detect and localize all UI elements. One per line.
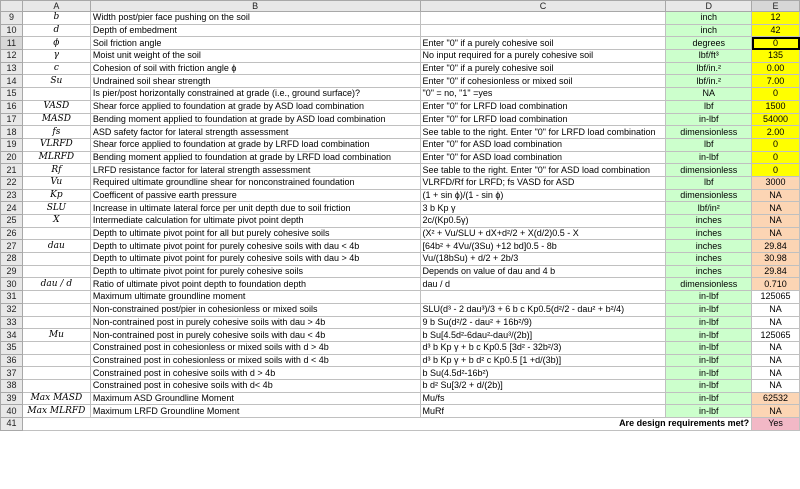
row-header[interactable]: 34: [1, 329, 23, 342]
cell-note[interactable]: Enter "0" if cohesionless or mixed soil: [420, 75, 666, 88]
grid-body: [1, 12, 800, 431]
cell-symbol[interactable]: d: [22, 24, 90, 37]
cell-description[interactable]: Depth to ultimate pivot point for purely cohesive soils with dau < 4b: [90, 240, 420, 253]
cell-description[interactable]: Depth to ultimate pivot point for all but purely cohesive soils: [90, 227, 420, 240]
cell-value[interactable]: 29.84: [752, 240, 800, 253]
cell-symbol[interactable]: fs: [22, 126, 90, 139]
cell-note[interactable]: Vu/(18bSu) + d/2 + 2b/3: [420, 253, 666, 266]
cell-note[interactable]: Enter "0" for ASD load combination: [420, 151, 666, 164]
table-row: [1, 202, 800, 215]
cell-unit[interactable]: in-lbf: [666, 151, 752, 164]
cell-note[interactable]: VLRFD/Rf for LRFD; fs VASD for ASD: [420, 176, 666, 189]
cell-unit[interactable]: in-lbf: [666, 291, 752, 304]
cell-description[interactable]: Is pier/post horizontally constrained at grade (i.e., ground surface)?: [90, 88, 420, 101]
table-row: [1, 329, 800, 342]
cell-unit[interactable]: lbf: [666, 176, 752, 189]
cell-description[interactable]: Cohesion of soil with friction angle ϕ: [90, 62, 420, 75]
cell-unit[interactable]: degrees: [666, 37, 752, 50]
cell-description[interactable]: Non-contrained post in purely cohesive soils with dau < 4b: [90, 329, 420, 342]
cell-unit[interactable]: in-lbf: [666, 113, 752, 126]
cell-description[interactable]: Shear force applied to foundation at grade by ASD load combination: [90, 100, 420, 113]
row-header[interactable]: 39: [1, 392, 23, 405]
cell-symbol[interactable]: [22, 253, 90, 266]
cell-description[interactable]: Maximum ultimate groundline moment: [90, 291, 420, 304]
cell-description[interactable]: Bending moment applied to foundation at grade by LRFD load combination: [90, 151, 420, 164]
table-row: [1, 379, 800, 392]
cell-value[interactable]: NA: [752, 227, 800, 240]
cell-description[interactable]: Non-contrained post in purely cohesive soils with dau > 4b: [90, 316, 420, 329]
row-header[interactable]: 32: [1, 303, 23, 316]
cell-value[interactable]: 0.710: [752, 278, 800, 291]
row-header[interactable]: 30: [1, 278, 23, 291]
column-header-row: [1, 1, 800, 12]
cell-unit[interactable]: lbf: [666, 100, 752, 113]
table-row: [1, 100, 800, 113]
cell-symbol[interactable]: [22, 316, 90, 329]
row-header[interactable]: 20: [1, 151, 23, 164]
table-row: [1, 176, 800, 189]
cell-value[interactable]: 0.00: [752, 62, 800, 75]
cell-value[interactable]: 0: [752, 37, 800, 50]
column-header-e[interactable]: E: [752, 1, 800, 12]
row-header[interactable]: 19: [1, 138, 23, 151]
cell-symbol[interactable]: VASD: [22, 100, 90, 113]
cell-value[interactable]: 12: [752, 12, 800, 25]
cell-note[interactable]: SLU(d³ - 2 dau³)/3 + 6 b c Kp0.5(d²/2 - dau² + b²/4): [420, 303, 666, 316]
cell-description[interactable]: Maximum LRFD Groundline Moment: [90, 405, 420, 418]
cell-symbol[interactable]: Mu: [22, 329, 90, 342]
cell-note[interactable]: Enter "0" for ASD load combination: [420, 138, 666, 151]
table-row: [1, 291, 800, 304]
cell-value[interactable]: NA: [752, 367, 800, 380]
cell-note[interactable]: (X² + Vu/SLU + dX+d²/2 + X(d/2)0.5 - X: [420, 227, 666, 240]
cell-symbol[interactable]: Max MLRFD: [22, 405, 90, 418]
cell-value[interactable]: 125065: [752, 291, 800, 304]
table-row: [1, 240, 800, 253]
row-header[interactable]: 38: [1, 379, 23, 392]
cell-unit[interactable]: lbf/in.²: [666, 75, 752, 88]
cell-note[interactable]: Enter "0" for LRFD load combination: [420, 113, 666, 126]
cell-symbol[interactable]: [22, 303, 90, 316]
cell-description[interactable]: Non-constrained post/pier in cohesionless or mixed soils: [90, 303, 420, 316]
cell-note[interactable]: [420, 24, 666, 37]
cell-description[interactable]: ASD safety factor for lateral strength assessment: [90, 126, 420, 139]
cell-note[interactable]: (1 + sin ϕ)/(1 - sin ϕ): [420, 189, 666, 202]
table-row: [1, 37, 800, 50]
cell-note[interactable]: See table to the right. Enter "0" for LRFD load combination: [420, 126, 666, 139]
design-check-result[interactable]: Yes: [752, 418, 800, 431]
table-row: [1, 215, 800, 228]
row-header[interactable]: 35: [1, 341, 23, 354]
cell-unit[interactable]: lbf: [666, 138, 752, 151]
cell-value[interactable]: 0: [752, 151, 800, 164]
cell-value[interactable]: 29.84: [752, 265, 800, 278]
cell-unit[interactable]: in-lbf: [666, 354, 752, 367]
cell-unit[interactable]: inch: [666, 12, 752, 25]
table-row: [1, 227, 800, 240]
row-header[interactable]: 29: [1, 265, 23, 278]
cell-note[interactable]: Mu/fs: [420, 392, 666, 405]
cell-value[interactable]: 135: [752, 50, 800, 63]
row-header[interactable]: 24: [1, 202, 23, 215]
cell-description[interactable]: Bending moment applied to foundation at grade by ASD load combination: [90, 113, 420, 126]
cell-note[interactable]: "0" = no, "1" =yes: [420, 88, 666, 101]
table-row: [1, 316, 800, 329]
table-row: [1, 12, 800, 25]
cell-description[interactable]: LRFD resistance factor for lateral strength assessment: [90, 164, 420, 177]
cell-unit[interactable]: in-lbf: [666, 392, 752, 405]
select-all-corner[interactable]: [1, 1, 23, 12]
cell-symbol[interactable]: [22, 341, 90, 354]
cell-symbol[interactable]: MLRFD: [22, 151, 90, 164]
cell-unit[interactable]: lbf/in.²: [666, 62, 752, 75]
table-row: [1, 265, 800, 278]
cell-note[interactable]: 2c/(Kp0.5γ): [420, 215, 666, 228]
table-row: [1, 253, 800, 266]
cell-note[interactable]: b d² Su[3/2 + d/(2b)]: [420, 379, 666, 392]
cell-symbol[interactable]: SLU: [22, 202, 90, 215]
cell-description[interactable]: Maximum ASD Groundline Moment: [90, 392, 420, 405]
cell-value[interactable]: NA: [752, 189, 800, 202]
cell-unit[interactable]: inches: [666, 227, 752, 240]
cell-symbol[interactable]: [22, 227, 90, 240]
row-header[interactable]: 12: [1, 50, 23, 63]
cell-unit[interactable]: inches: [666, 215, 752, 228]
cell-value[interactable]: NA: [752, 341, 800, 354]
cell-symbol[interactable]: Su: [22, 75, 90, 88]
cell-unit[interactable]: lbf/in²: [666, 202, 752, 215]
cell-note[interactable]: Enter "0" for LRFD load combination: [420, 100, 666, 113]
table-row: [1, 164, 800, 177]
cell-symbol[interactable]: Vu: [22, 176, 90, 189]
cell-description[interactable]: Depth of embedment: [90, 24, 420, 37]
cell-symbol[interactable]: b: [22, 12, 90, 25]
cell-value[interactable]: 125065: [752, 329, 800, 342]
table-row: [1, 113, 800, 126]
cell-description[interactable]: Required ultimate groundline shear for nonconstrained foundation: [90, 176, 420, 189]
cell-value[interactable]: 30.98: [752, 253, 800, 266]
cell-symbol[interactable]: [22, 367, 90, 380]
cell-symbol[interactable]: Kp: [22, 189, 90, 202]
cell-description[interactable]: Constrained post in cohesive soils with d > 4b: [90, 367, 420, 380]
cell-value[interactable]: 3000: [752, 176, 800, 189]
cell-description[interactable]: Moist unit weight of the soil: [90, 50, 420, 63]
cell-symbol[interactable]: MASD: [22, 113, 90, 126]
table-row-final: [1, 418, 800, 431]
cell-symbol[interactable]: [22, 291, 90, 304]
row-header[interactable]: 33: [1, 316, 23, 329]
cell-value[interactable]: NA: [752, 202, 800, 215]
column-header-b[interactable]: B: [90, 1, 420, 12]
column-header-c[interactable]: C: [420, 1, 666, 12]
row-header[interactable]: 21: [1, 164, 23, 177]
cell-unit[interactable]: inches: [666, 265, 752, 278]
table-row: [1, 303, 800, 316]
cell-unit[interactable]: dimensionless: [666, 126, 752, 139]
table-row: [1, 392, 800, 405]
cell-description[interactable]: Shear force applied to foundation at grade by LRFD load combination: [90, 138, 420, 151]
cell-note[interactable]: dau / d: [420, 278, 666, 291]
cell-value[interactable]: 0: [752, 164, 800, 177]
cell-symbol[interactable]: ϕ: [22, 37, 90, 50]
cell-note[interactable]: Enter "0" if a purely cohesive soil: [420, 37, 666, 50]
table-row: [1, 367, 800, 380]
cell-note[interactable]: See table to the right. Enter "0" for ASD load combination: [420, 164, 666, 177]
cell-description[interactable]: Undrained soil shear strength: [90, 75, 420, 88]
cell-unit[interactable]: dimensionless: [666, 164, 752, 177]
cell-symbol[interactable]: VLRFD: [22, 138, 90, 151]
column-header-a[interactable]: A: [22, 1, 90, 12]
cell-symbol[interactable]: [22, 88, 90, 101]
cell-unit[interactable]: inches: [666, 253, 752, 266]
table-row: [1, 354, 800, 367]
row-header[interactable]: 25: [1, 215, 23, 228]
cell-unit[interactable]: in-lbf: [666, 303, 752, 316]
cell-description[interactable]: Depth to ultimate pivot point for purely cohesive soils with dau > 4b: [90, 253, 420, 266]
cell-note[interactable]: b Su(4.5d²-16b²): [420, 367, 666, 380]
cell-symbol[interactable]: dau: [22, 240, 90, 253]
row-header[interactable]: 41: [1, 418, 23, 431]
cell-symbol[interactable]: Max MASD: [22, 392, 90, 405]
row-header[interactable]: 16: [1, 100, 23, 113]
row-header[interactable]: 9: [1, 12, 23, 25]
cell-symbol[interactable]: dau / d: [22, 278, 90, 291]
cell-symbol[interactable]: c: [22, 62, 90, 75]
table-row: [1, 126, 800, 139]
cell-value[interactable]: NA: [752, 215, 800, 228]
table-row: [1, 278, 800, 291]
row-header[interactable]: 14: [1, 75, 23, 88]
cell-unit[interactable]: lbf/ft³: [666, 50, 752, 63]
cell-note[interactable]: MuRf: [420, 405, 666, 418]
cell-value[interactable]: 62532: [752, 392, 800, 405]
cell-unit[interactable]: in-lbf: [666, 405, 752, 418]
row-header[interactable]: 40: [1, 405, 23, 418]
row-header[interactable]: 23: [1, 189, 23, 202]
table-row: [1, 405, 800, 418]
cell-note[interactable]: d³ b Kp γ + b c Kp0.5 [3d² - 32b²/3): [420, 341, 666, 354]
cell-unit[interactable]: NA: [666, 88, 752, 101]
cell-note[interactable]: [420, 291, 666, 304]
cell-value[interactable]: 7.00: [752, 75, 800, 88]
row-header[interactable]: 11: [1, 37, 23, 50]
table-row: [1, 88, 800, 101]
cell-description[interactable]: Constrained post in cohesionless or mixed soils with d > 4b: [90, 341, 420, 354]
cell-symbol[interactable]: X: [22, 215, 90, 228]
table-row: [1, 24, 800, 37]
row-header[interactable]: 10: [1, 24, 23, 37]
design-check-label[interactable]: Are design requirements met?: [22, 418, 751, 431]
column-header-d[interactable]: D: [666, 1, 752, 12]
cell-description[interactable]: Width post/pier face pushing on the soil: [90, 12, 420, 25]
cell-unit[interactable]: in-lbf: [666, 367, 752, 380]
cell-description[interactable]: Ratio of ultimate pivot point depth to foundation depth: [90, 278, 420, 291]
cell-description[interactable]: Depth to ultimate pivot point for purely cohesive soils: [90, 265, 420, 278]
cell-unit[interactable]: inch: [666, 24, 752, 37]
cell-note[interactable]: b Su[4.5d²-6dau²-dau³/(2b)]: [420, 329, 666, 342]
table-row: [1, 189, 800, 202]
cell-symbol[interactable]: Rf: [22, 164, 90, 177]
cell-value[interactable]: NA: [752, 405, 800, 418]
row-header[interactable]: 31: [1, 291, 23, 304]
row-header[interactable]: 26: [1, 227, 23, 240]
cell-note[interactable]: d³ b Kp γ + b d² c Kp0.5 [1 +d/(3b)]: [420, 354, 666, 367]
cell-value[interactable]: NA: [752, 354, 800, 367]
cell-description[interactable]: Intermediate calculation for ultimate pivot point depth: [90, 215, 420, 228]
cell-value[interactable]: NA: [752, 379, 800, 392]
cell-value[interactable]: 0: [752, 88, 800, 101]
table-row: [1, 75, 800, 88]
cell-value[interactable]: 0: [752, 138, 800, 151]
cell-unit[interactable]: dimensionless: [666, 278, 752, 291]
table-row: [1, 151, 800, 164]
row-header[interactable]: 18: [1, 126, 23, 139]
cell-description[interactable]: Constrained post in cohesive soils with d< 4b: [90, 379, 420, 392]
cell-symbol[interactable]: [22, 379, 90, 392]
table-row: [1, 341, 800, 354]
row-header[interactable]: 36: [1, 354, 23, 367]
cell-value[interactable]: 54000: [752, 113, 800, 126]
row-header[interactable]: 27: [1, 240, 23, 253]
cell-unit[interactable]: in-lbf: [666, 316, 752, 329]
cell-value[interactable]: 2.00: [752, 126, 800, 139]
cell-unit[interactable]: in-lbf: [666, 329, 752, 342]
cell-value[interactable]: NA: [752, 303, 800, 316]
cell-value[interactable]: 42: [752, 24, 800, 37]
cell-symbol[interactable]: γ: [22, 50, 90, 63]
table-row: [1, 62, 800, 75]
cell-unit[interactable]: dimensionless: [666, 189, 752, 202]
row-header[interactable]: 13: [1, 62, 23, 75]
cell-unit[interactable]: in-lbf: [666, 341, 752, 354]
row-header[interactable]: 17: [1, 113, 23, 126]
cell-description[interactable]: Soil friction angle: [90, 37, 420, 50]
cell-description[interactable]: Increase in ultimate lateral force per unit depth due to soil friction: [90, 202, 420, 215]
cell-unit[interactable]: inches: [666, 240, 752, 253]
row-header[interactable]: 22: [1, 176, 23, 189]
cell-note[interactable]: [64b² + 4Vu/(3Su) +12 bd]0.5 - 8b: [420, 240, 666, 253]
cell-note[interactable]: 9 b Su(d²/2 - dau² + 16b²/9): [420, 316, 666, 329]
row-header[interactable]: 15: [1, 88, 23, 101]
cell-note[interactable]: [420, 12, 666, 25]
cell-note[interactable]: No input required for a purely cohesive soil: [420, 50, 666, 63]
cell-value[interactable]: 1500: [752, 100, 800, 113]
cell-symbol[interactable]: [22, 354, 90, 367]
row-header[interactable]: 37: [1, 367, 23, 380]
cell-note[interactable]: 3 b Kp γ: [420, 202, 666, 215]
table-row: [1, 138, 800, 151]
cell-value[interactable]: NA: [752, 316, 800, 329]
table-row: [1, 50, 800, 63]
cell-unit[interactable]: in-lbf: [666, 379, 752, 392]
cell-symbol[interactable]: [22, 265, 90, 278]
row-header[interactable]: 28: [1, 253, 23, 266]
cell-note[interactable]: Depends on value of dau and 4 b: [420, 265, 666, 278]
cell-description[interactable]: Coefficent of passive earth pressure: [90, 189, 420, 202]
cell-description[interactable]: Constrained post in cohesionless or mixed soils with d < 4b: [90, 354, 420, 367]
cell-note[interactable]: Enter "0" if a purely cohesive soil: [420, 62, 666, 75]
